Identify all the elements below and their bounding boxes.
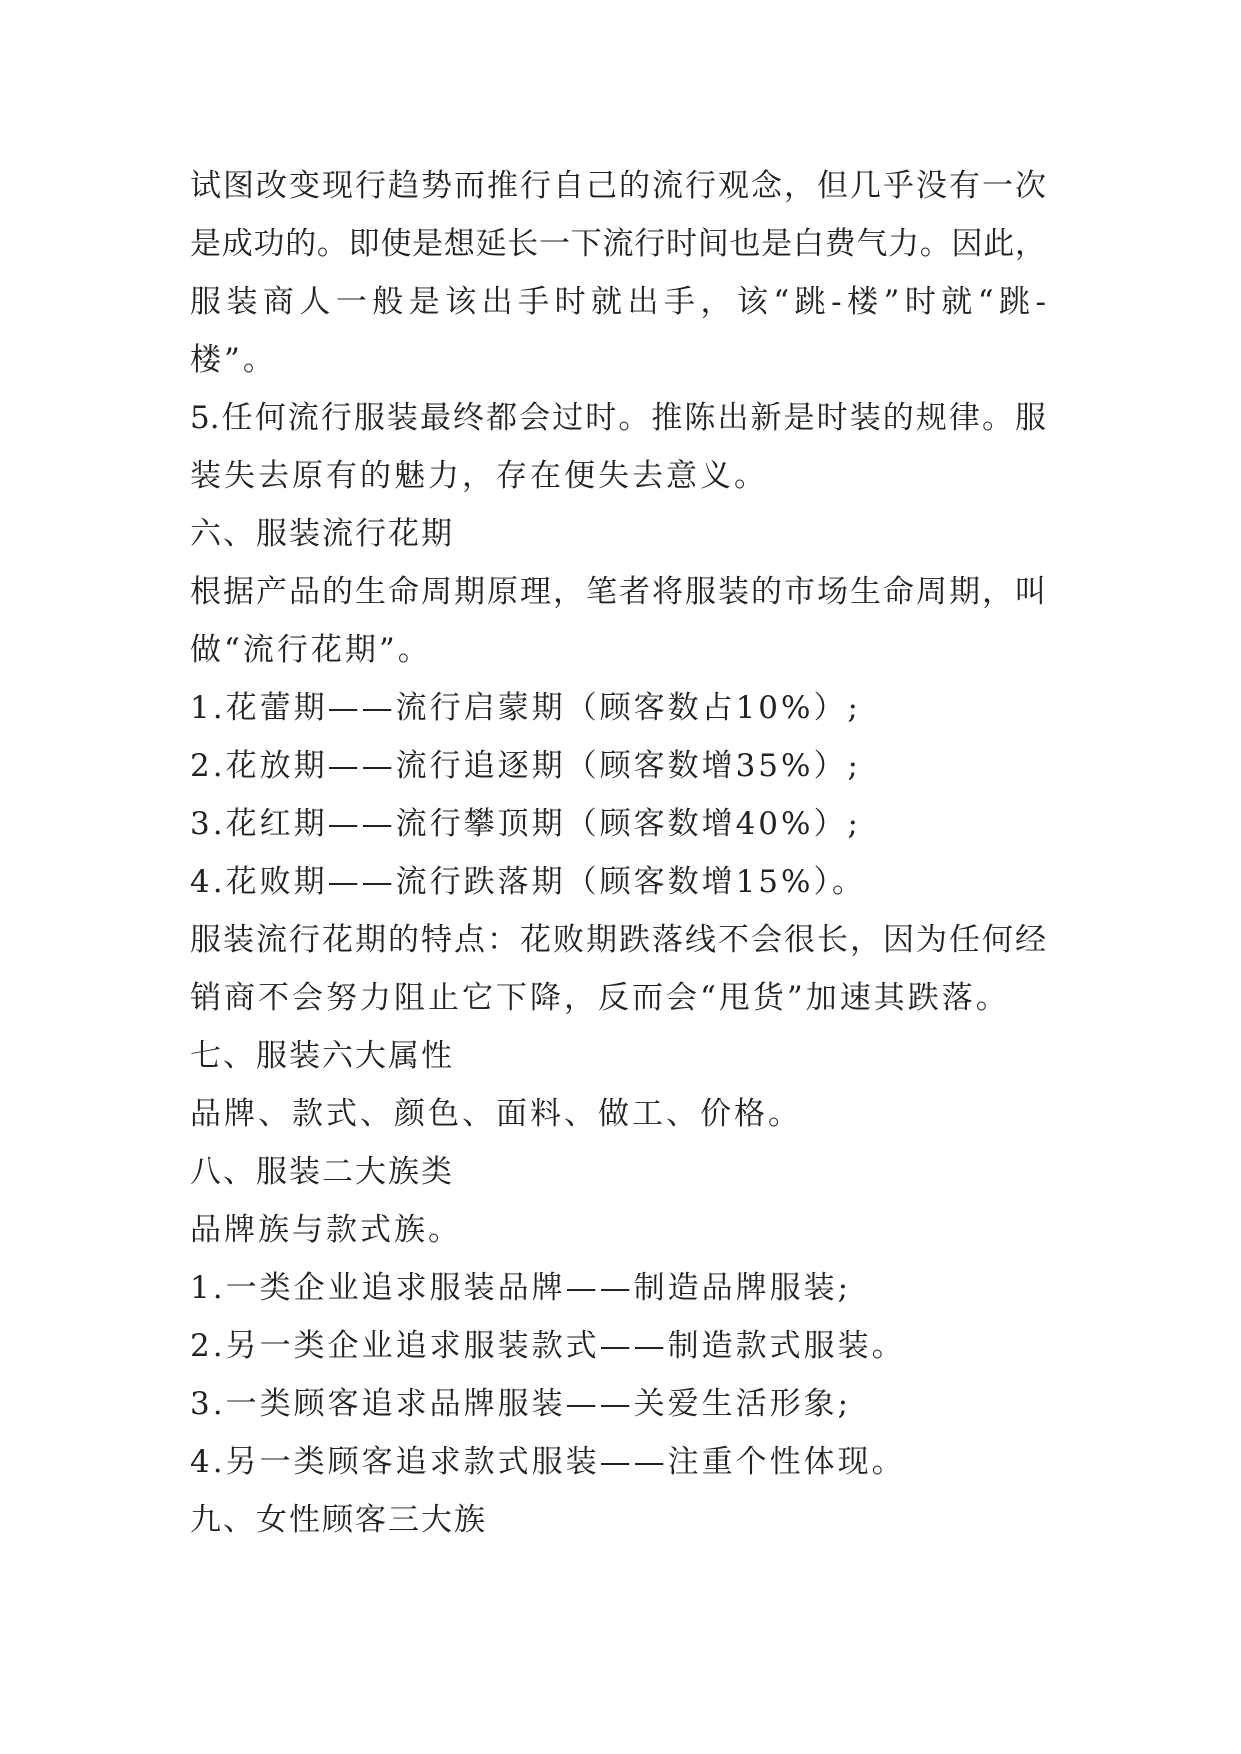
paragraph-line: 装失去原有的魅力，存在便失去意义。 bbox=[190, 458, 768, 494]
paragraph-line: 试图改变现行趋势而推行自己的流行观念，但几乎没有一次 bbox=[190, 168, 1046, 204]
paragraph-line: 根据产品的生命周期原理，笔者将服装的市场生命周期，叫 bbox=[190, 574, 1046, 610]
list-item: 2.花放期——流行追逐期（顾客数增35%）; bbox=[190, 748, 861, 784]
section-heading: 八、服装二大族类 bbox=[190, 1154, 454, 1190]
paragraph-line: 品牌族与款式族。 bbox=[190, 1212, 462, 1248]
paragraph-line: 品牌、款式、颜色、面料、做工、价格。 bbox=[190, 1096, 802, 1132]
paragraph-line: 服装流行花期的特点：花败期跌落线不会很长，因为任何经 bbox=[190, 922, 1046, 958]
paragraph-line: 做“流行花期”。 bbox=[190, 632, 432, 668]
list-item: 1.一类企业追求服装品牌——制造品牌服装; bbox=[190, 1270, 852, 1306]
list-item: 2.另一类企业追求服装款式——制造款式服装。 bbox=[190, 1328, 906, 1364]
list-item: 5.任何流行服装最终都会过时。推陈出新是时装的规律。服 bbox=[190, 400, 1046, 436]
paragraph-line: 销商不会努力阻止它下降，反而会“甩货”加速其跌落。 bbox=[190, 980, 1010, 1016]
paragraph-line: 是成功的。即使是想延长一下流行时间也是白费气力。因此， bbox=[190, 226, 1046, 262]
paragraph-line: 服装商人一般是该出手时就出手，该“跳-楼”时就“跳- bbox=[190, 284, 1046, 320]
list-item: 3.一类顾客追求品牌服装——关爱生活形象; bbox=[190, 1386, 852, 1422]
list-item: 1.花蕾期——流行启蒙期（顾客数占10%）; bbox=[190, 690, 861, 726]
list-item: 4.花败期——流行跌落期（顾客数增15%）。 bbox=[190, 864, 866, 900]
list-item: 4.另一类顾客追求款式服装——注重个性体现。 bbox=[190, 1444, 906, 1480]
section-heading: 九、女性顾客三大族 bbox=[190, 1502, 487, 1538]
section-heading: 六、服装流行花期 bbox=[190, 516, 454, 552]
section-heading: 七、服装六大属性 bbox=[190, 1038, 454, 1074]
paragraph-line: 楼”。 bbox=[190, 342, 277, 378]
list-item: 3.花红期——流行攀顶期（顾客数增40%）; bbox=[190, 806, 861, 842]
